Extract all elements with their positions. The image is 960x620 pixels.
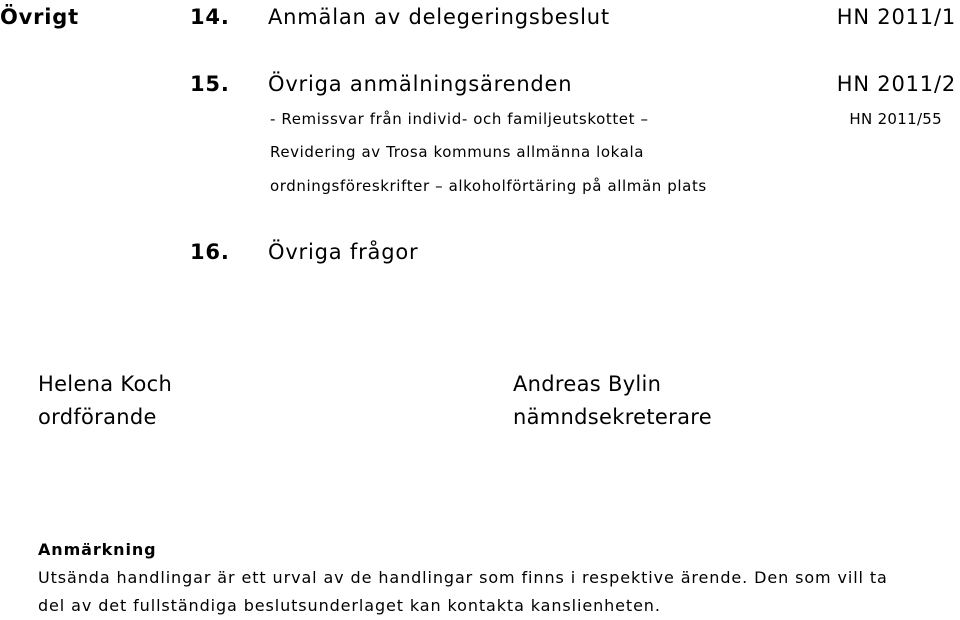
note-line-2: del av det fullständiga beslutsunderlaget kan kontakta kanslienheten. bbox=[38, 596, 661, 615]
note-heading: Anmärkning bbox=[38, 540, 157, 559]
sub-item-ref: HN 2011/55 bbox=[849, 110, 942, 128]
item-ref-15: HN 2011/2 bbox=[836, 72, 956, 96]
section-heading: Övrigt bbox=[0, 5, 79, 29]
item-title-16: Övriga frågor bbox=[268, 240, 419, 264]
sub-item-line-3: ordningsföreskrifter – alkoholförtäring på allmän plats bbox=[270, 177, 707, 195]
signature-name-secretary: Andreas Bylin bbox=[513, 372, 662, 396]
signature-name-chair: Helena Koch bbox=[38, 372, 173, 396]
signature-role-chair: ordförande bbox=[38, 405, 157, 429]
item-ref-14: HN 2011/1 bbox=[836, 5, 956, 29]
item-number-15: 15. bbox=[190, 72, 230, 96]
sub-item-line-1: - Remissvar från individ- och familjeutskottet – bbox=[270, 110, 649, 128]
item-title-15: Övriga anmälningsärenden bbox=[268, 72, 573, 96]
item-title-14: Anmälan av delegeringsbeslut bbox=[268, 5, 610, 29]
item-number-14: 14. bbox=[190, 5, 230, 29]
note-line-1: Utsända handlingar är ett urval av de handlingar som finns i respektive ärende. Den som vill ta bbox=[38, 568, 888, 587]
signature-role-secretary: nämndsekreterare bbox=[513, 405, 712, 429]
item-number-16: 16. bbox=[190, 240, 230, 264]
sub-item-line-2: Revidering av Trosa kommuns allmänna lokala bbox=[270, 143, 645, 161]
